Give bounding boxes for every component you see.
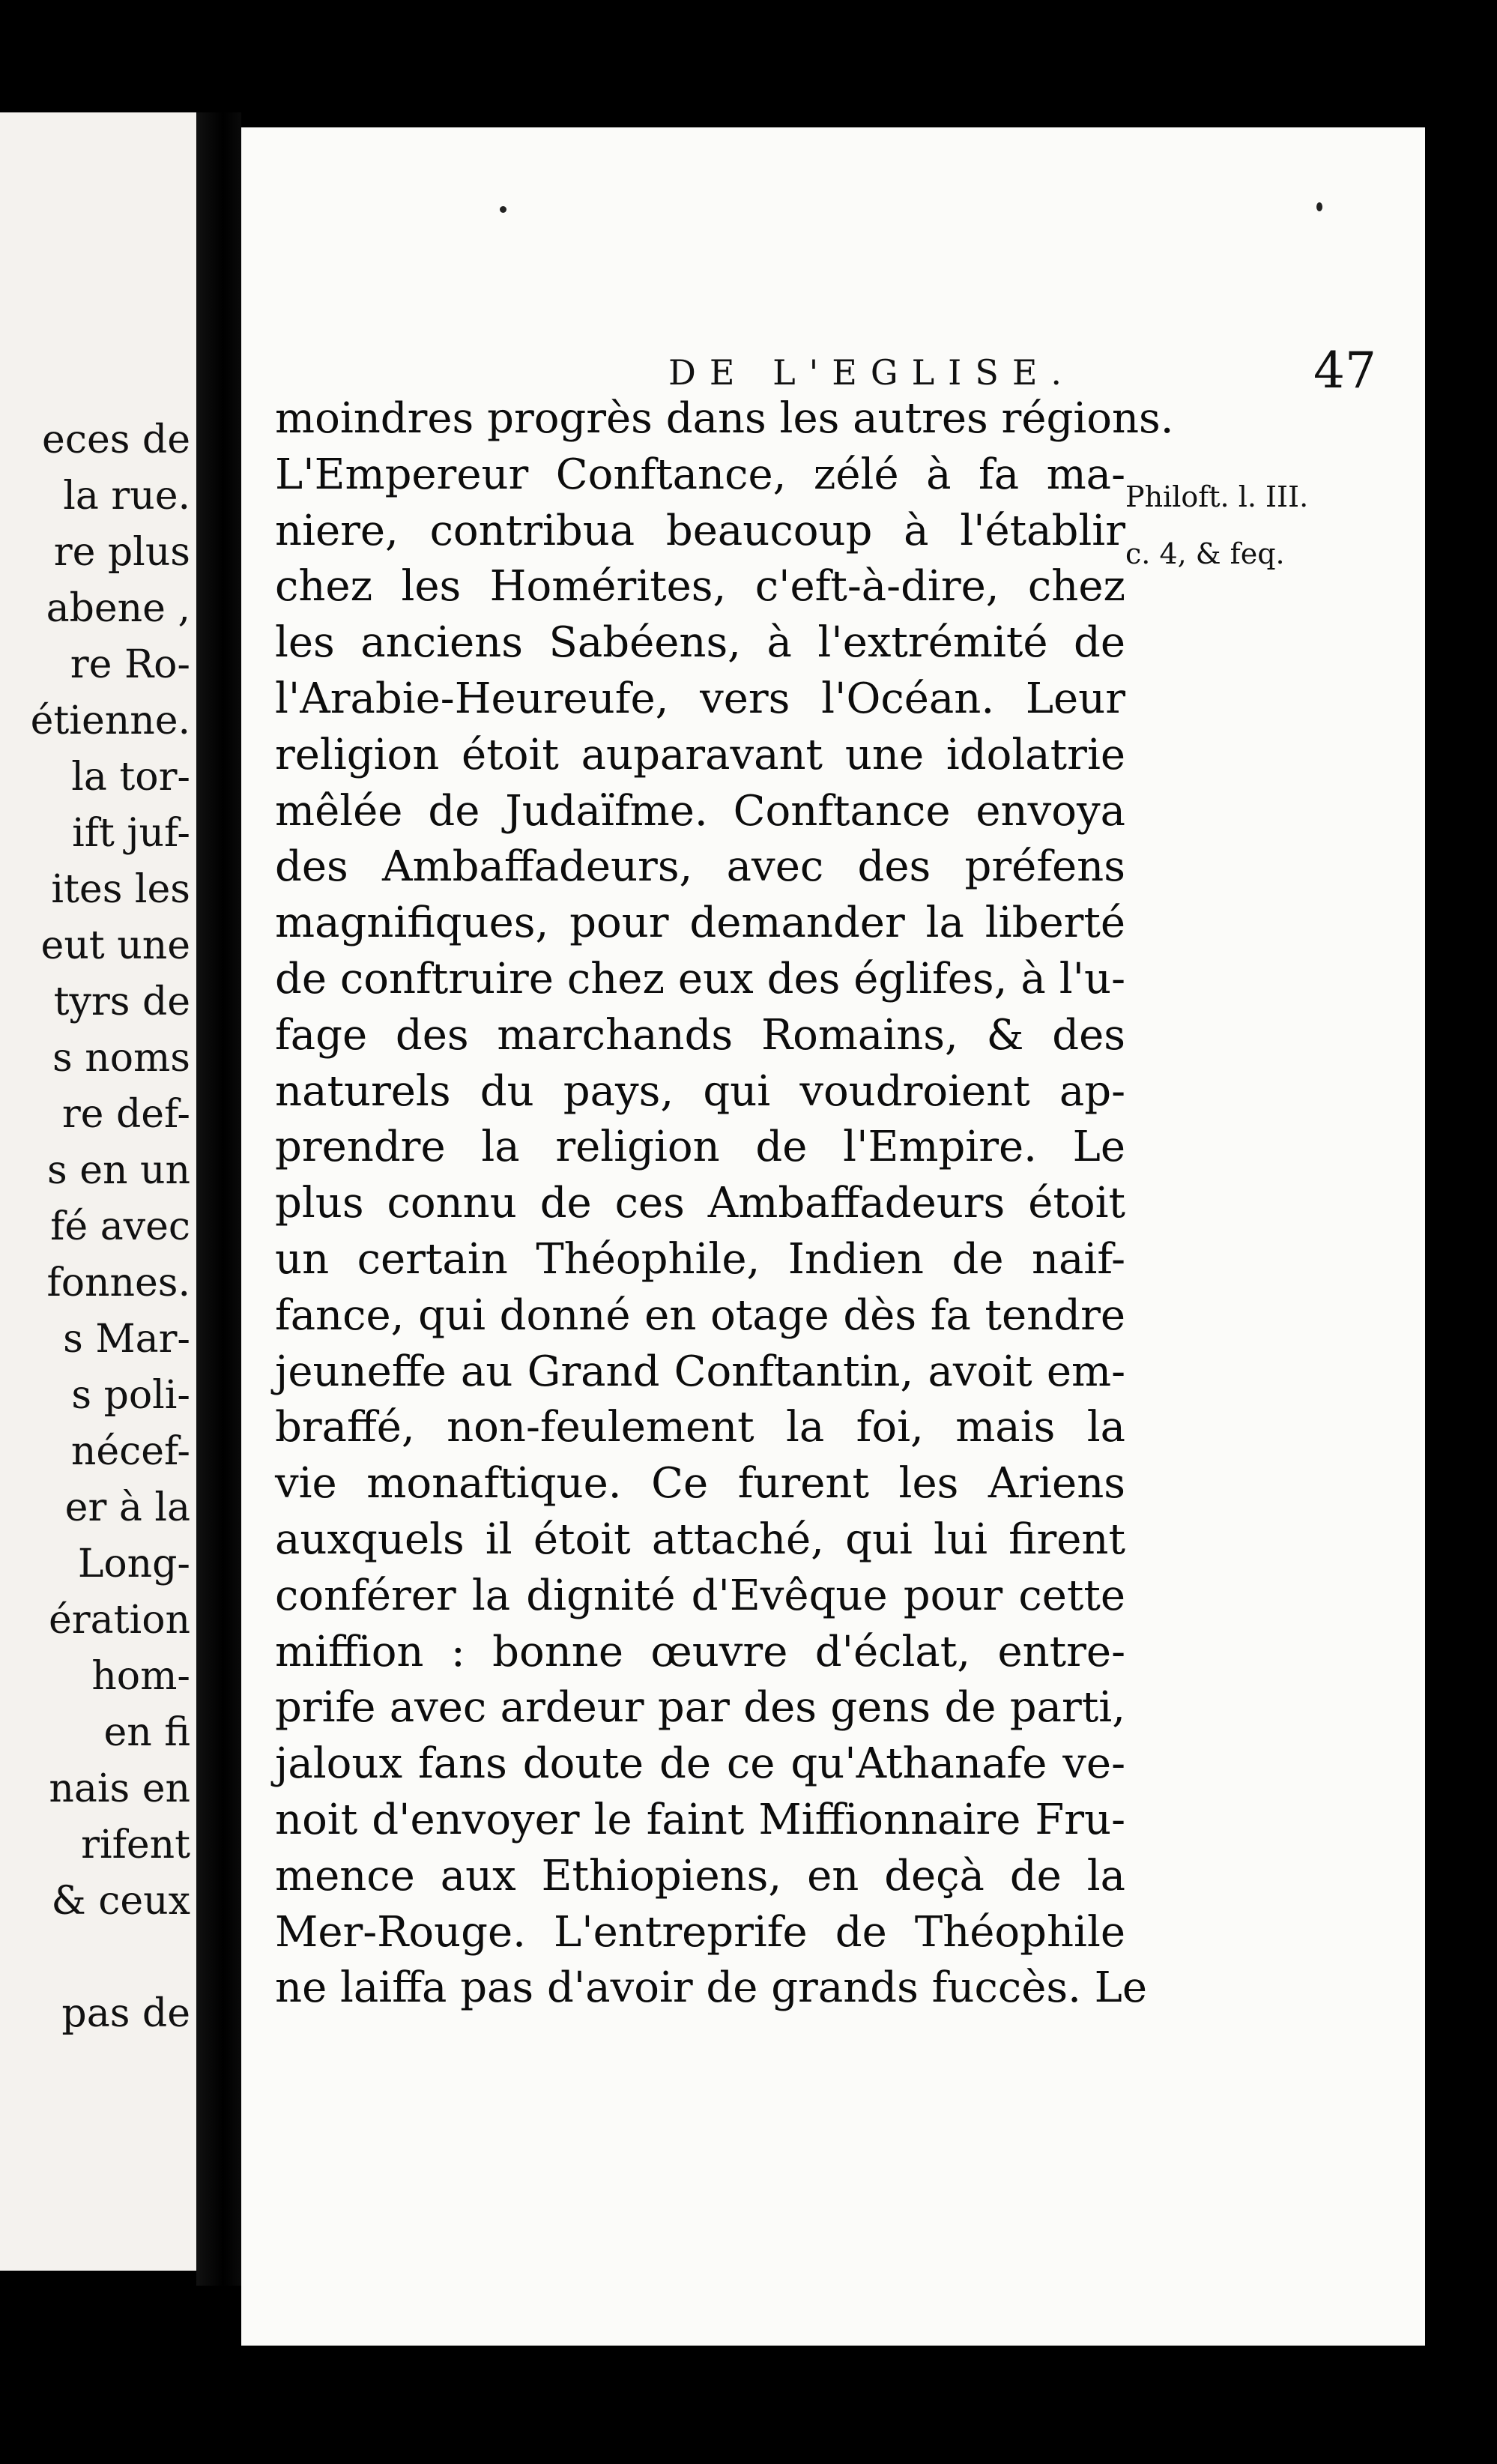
left-page-line: er à la xyxy=(64,1485,190,1530)
left-page-line: fonnes. xyxy=(46,1260,190,1305)
left-page-line xyxy=(31,1930,190,1986)
left-page-line: étienne. xyxy=(30,698,190,743)
left-page-line: ites les xyxy=(51,867,190,912)
text-line: religion étoit auparavant une idolatrie xyxy=(275,730,1125,779)
text-line: moindres progrès dans les autres régions. xyxy=(275,394,1174,443)
left-page-line: s poli- xyxy=(71,1373,190,1418)
text-line: jeuneffe au Grand Conftantin, avoit em- xyxy=(275,1347,1125,1396)
left-page-line: nécef- xyxy=(70,1429,190,1474)
ink-speck xyxy=(500,206,506,213)
left-page-line: s noms xyxy=(52,1036,190,1081)
left-page-line: re def- xyxy=(61,1092,190,1137)
text-line: ne laiffa pas d'avoir de grands fuccès. Le xyxy=(275,1963,1147,2013)
text-line: conférer la dignité d'Evêque pour cette xyxy=(275,1571,1125,1620)
left-page-line: abene , xyxy=(46,586,190,631)
left-page-line: ération xyxy=(49,1598,190,1643)
left-page-line: en fi xyxy=(103,1710,190,1755)
book-gutter xyxy=(196,112,241,2286)
text-line: L'Empereur Conftance, zélé à fa ma- xyxy=(275,450,1125,499)
text-line: Mer-Rouge. L'entreprife de Théophile xyxy=(275,1907,1125,1957)
left-page-line: eut une xyxy=(40,923,190,968)
left-page-line: re Ro- xyxy=(70,642,190,687)
marginal-note xyxy=(1125,468,1373,582)
text-line: noit d'envoyer le faint Miffionnaire Fru- xyxy=(275,1795,1125,1844)
left-page-line: eces de xyxy=(42,417,190,462)
text-line: braffé, non-feulement la foi, mais la xyxy=(275,1403,1125,1452)
left-page-line: s en un xyxy=(47,1148,190,1193)
text-line: magnifiques, pour demander la liberté xyxy=(275,899,1125,948)
text-line: prendre la religion de l'Empire. Le xyxy=(275,1123,1125,1172)
left-page-line: & ceux xyxy=(51,1879,190,1924)
text-line: niere, contribua beaucoup à l'établir xyxy=(275,506,1125,555)
left-page-line: re plus xyxy=(53,530,190,575)
left-page-text xyxy=(31,412,190,2042)
text-line: l'Arabie-Heureufe, vers l'Océan. Leur xyxy=(275,674,1125,723)
left-page-fragment xyxy=(0,112,196,2271)
text-line: des Ambaffadeurs, avec des préfens xyxy=(275,842,1125,892)
text-line: miffion : bonne œuvre d'éclat, entre- xyxy=(275,1627,1125,1676)
text-line: mêlée de Judaïfme. Conftance envoya xyxy=(275,786,1125,836)
left-page-line: nais en xyxy=(49,1766,190,1811)
left-page-line: pas de xyxy=(61,1991,190,2036)
text-line: prife avec ardeur par des gens de parti, xyxy=(275,1683,1125,1733)
text-line: chez les Homérites, c'eft-à-dire, chez xyxy=(275,562,1125,612)
left-page-line: la rue. xyxy=(63,474,190,519)
marginal-note-line-1: Philoft. l. III. xyxy=(1125,480,1309,513)
left-page-line: fé avec xyxy=(50,1204,190,1249)
text-line: fance, qui donné en otage dès fa tendre xyxy=(275,1290,1125,1340)
text-line: naturels du pays, qui voudroient ap- xyxy=(275,1066,1125,1116)
text-line: mence aux Ethiopiens, en deçà de la xyxy=(275,1851,1125,1900)
text-line: auxquels il étoit attaché, qui lui firent xyxy=(275,1515,1125,1564)
text-line: plus connu de ces Ambaffadeurs étoit xyxy=(275,1179,1125,1228)
left-page-line: tyrs de xyxy=(53,979,190,1024)
text-line: les anciens Sabéens, à l'extrémité de xyxy=(275,618,1125,668)
ink-speck xyxy=(1316,202,1322,211)
marginal-note-line-2: c. 4, & feq. xyxy=(1125,537,1285,570)
left-page-line: rifent xyxy=(81,1823,190,1867)
running-title: DE L'EGLISE. xyxy=(668,352,1076,393)
body-text xyxy=(275,391,1174,2017)
left-page-line: Long- xyxy=(77,1541,190,1586)
text-line: de conftruire chez eux des églifes, à l'u- xyxy=(275,954,1125,1003)
main-page xyxy=(241,127,1425,2346)
text-line: fage des marchands Romains, & des xyxy=(275,1010,1125,1060)
left-page-line: la tor- xyxy=(71,755,190,800)
page-number: 47 xyxy=(1313,342,1376,399)
text-line: vie monaftique. Ce furent les Ariens xyxy=(275,1459,1125,1509)
left-page-line: hom- xyxy=(91,1654,190,1699)
left-page-line: s Mar- xyxy=(63,1317,190,1362)
left-page-line: ift juf- xyxy=(72,811,190,856)
text-line: un certain Théophile, Indien de naif- xyxy=(275,1234,1125,1284)
text-line: jaloux fans doute de ce qu'Athanafe ve- xyxy=(275,1739,1125,1789)
